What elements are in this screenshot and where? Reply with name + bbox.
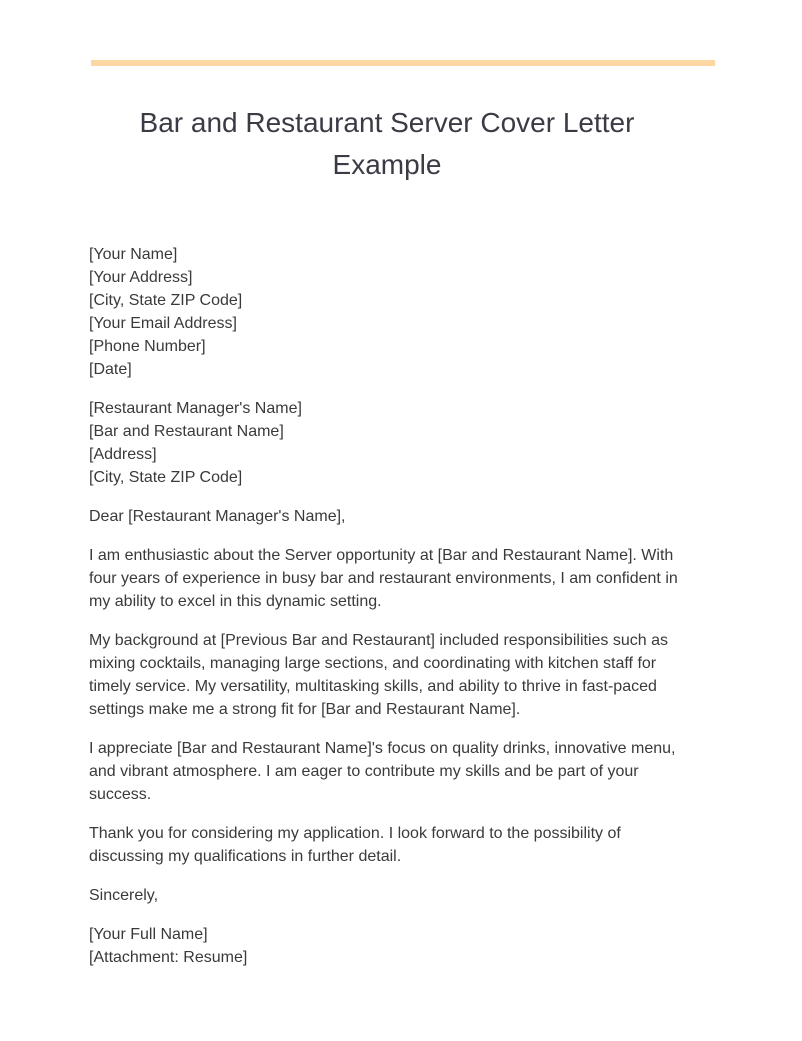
sender-address: [Your Address] [89,269,193,286]
sender-name: [Your Name] [89,246,178,263]
body-paragraph-experience: My background at [Previous Bar and Restaurant] included responsibilities such as mixing cocktails, managing large sections, and coordinating with kitchen staff for timely service. My versatility, multitasking skills, and ability to thrive in fast-paced settings make me a strong fit for [Bar and Restaurant Name]. [89,632,668,718]
sender-phone: [Phone Number] [89,338,206,355]
recipient-city-state-zip: [City, State ZIP Code] [89,469,243,486]
salutation: Dear [Restaurant Manager's Name], [89,508,346,525]
signature-block [89,923,699,969]
closing: Sincerely, [89,887,159,904]
body-paragraph-interest: I appreciate [Bar and Restaurant Name]'s focus on quality drinks, innovative menu, and vibrant atmosphere. I am eager to contribute my skills and be part of your success. [89,740,676,803]
page-title: Bar and Restaurant Server Cover Letter Example [139,107,635,180]
sender-address-block [89,243,699,381]
letter-date: [Date] [89,361,132,378]
recipient-address: [Address] [89,446,157,463]
body-paragraph-intro: I am enthusiastic about the Server opportunity at [Bar and Restaurant Name]. With four years of experience in busy bar and restaurant environments, I am confident in my ability to excel in this dynamic setting. [89,547,678,610]
recipient-company: [Bar and Restaurant Name] [89,423,284,440]
letter-body [89,243,699,985]
accent-bar [91,60,715,66]
signature-name: [Your Full Name] [89,926,208,943]
recipient-name: [Restaurant Manager's Name] [89,400,302,417]
recipient-address-block [89,397,699,489]
sender-city-state-zip: [City, State ZIP Code] [89,292,243,309]
sender-email: [Your Email Address] [89,315,237,332]
attachment-note: [Attachment: Resume] [89,949,248,966]
body-paragraph-thanks: Thank you for considering my application. I look forward to the possibility of discussing my qualifications in further detail. [89,825,621,865]
